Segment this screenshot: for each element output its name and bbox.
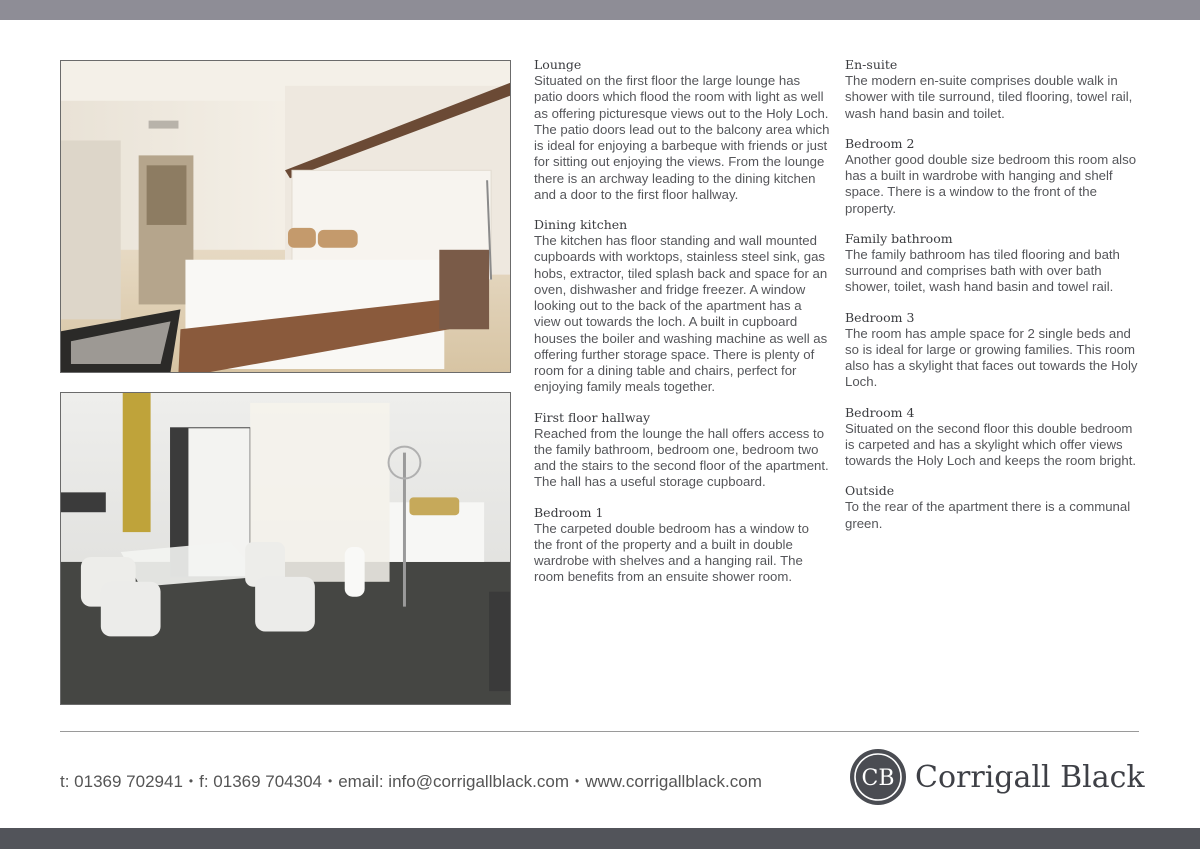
section-body: Situated on the second floor this double bedroom is carpeted and has a skylight which offer views towards the Holy Loch and keeps the room bright. (845, 420, 1137, 468)
separator-dot: • (188, 774, 194, 788)
corrigall-black-logo (849, 748, 1145, 808)
section-first-floor-hallway (534, 410, 830, 491)
separator-dot: • (575, 774, 580, 788)
section-outside (845, 483, 1145, 532)
section-body: The modern en-suite comprises double walk in shower with tile surround, tiled flooring, towel rail, wash hand basin and toilet. (845, 73, 1133, 121)
section-family-bathroom (845, 231, 1145, 296)
description-column-left (534, 57, 830, 600)
dining-room-photo (60, 392, 511, 705)
bedroom-photo (60, 60, 511, 373)
section-body: The kitchen has floor standing and wall mounted cupboards with worktops, stainless steel sink, gas hobs, extractor, tiled splash back and space for an oven, dishwasher and fridge freezer. A window looking out to the back of the apartment has a view out towards the loch. A built in cupboard houses the boiler and washing machine as well as offering further storage space. There is plenty of room for a dining table and chairs, perfect for enjoying family meals together. (534, 233, 828, 395)
section-heading: Family bathroom (845, 230, 953, 246)
fax-number: f: 01369 704304 (199, 772, 323, 791)
description-column-right (845, 57, 1145, 546)
section-body: Reached from the lounge the hall offers access to the family bathroom, bedroom one, bedroom two and the stairs to the second floor of the apartment. The hall has a useful storage cupboard. (534, 425, 829, 490)
section-body: The carpeted double bedroom has a window to the front of the property and a built in double wardrobe with shelves and a hanging rail. The room benefits from an ensuite shower room. (534, 520, 809, 585)
bottom-bar (0, 828, 1200, 849)
section-en-suite (845, 57, 1145, 122)
section-body: To the rear of the apartment there is a communal green. (845, 499, 1131, 531)
section-heading: Outside (845, 483, 895, 499)
section-lounge (534, 57, 830, 203)
section-body: Situated on the first floor the large lounge has patio doors which flood the room with light as well as offering picturesque views out to the Holy Loch. The patio doors lead out to the balcony area which is ideal for enjoying a barbeque with friends or just for sitting out enjoying the views. From the lounge there is an archway leading to the dining kitchen and a door to the first floor hallway. (534, 73, 830, 202)
section-heading: Bedroom 1 (534, 504, 604, 520)
section-heading: Bedroom 3 (845, 309, 915, 325)
section-heading: Lounge (534, 57, 582, 72)
section-dining-kitchen (534, 217, 830, 396)
section-bedroom-1 (534, 505, 830, 586)
section-bedroom-3 (845, 310, 1145, 391)
contact-line (60, 772, 762, 792)
section-body: Another good double size bedroom this room also has a built in wardrobe with hanging and shelf space. There is a window to the front of the property. (845, 151, 1137, 216)
section-body: The room has ample space for 2 single beds and so is ideal for large or growing families. This room also has a skylight that faces out towards the Holy Loch. (845, 325, 1138, 390)
footer-divider (60, 731, 1139, 732)
separator-dot: • (328, 774, 333, 788)
logo-monogram-text: CB (861, 766, 895, 791)
section-body: The family bathroom has tiled flooring and bath surround and comprises bath with over bath shower, toilet, wash hand basin and towel rail. (845, 246, 1120, 295)
section-heading: First floor hallway (534, 409, 651, 425)
top-bar (0, 0, 1200, 20)
section-bedroom-2 (845, 136, 1145, 217)
email-link[interactable]: email: info@corrigallblack.com (338, 772, 569, 791)
section-heading: En-suite (845, 57, 898, 72)
logo-monogram-icon (849, 748, 907, 806)
phone-number[interactable]: t: 01369 702941 (60, 772, 183, 791)
logo-wordmark: Corrigall Black (915, 760, 1145, 795)
website-link[interactable]: www.corrigallblack.com (585, 772, 762, 791)
section-heading: Dining kitchen (534, 217, 628, 232)
section-bedroom-4 (845, 405, 1145, 470)
section-heading: Bedroom 2 (845, 135, 915, 151)
section-heading: Bedroom 4 (845, 404, 915, 420)
